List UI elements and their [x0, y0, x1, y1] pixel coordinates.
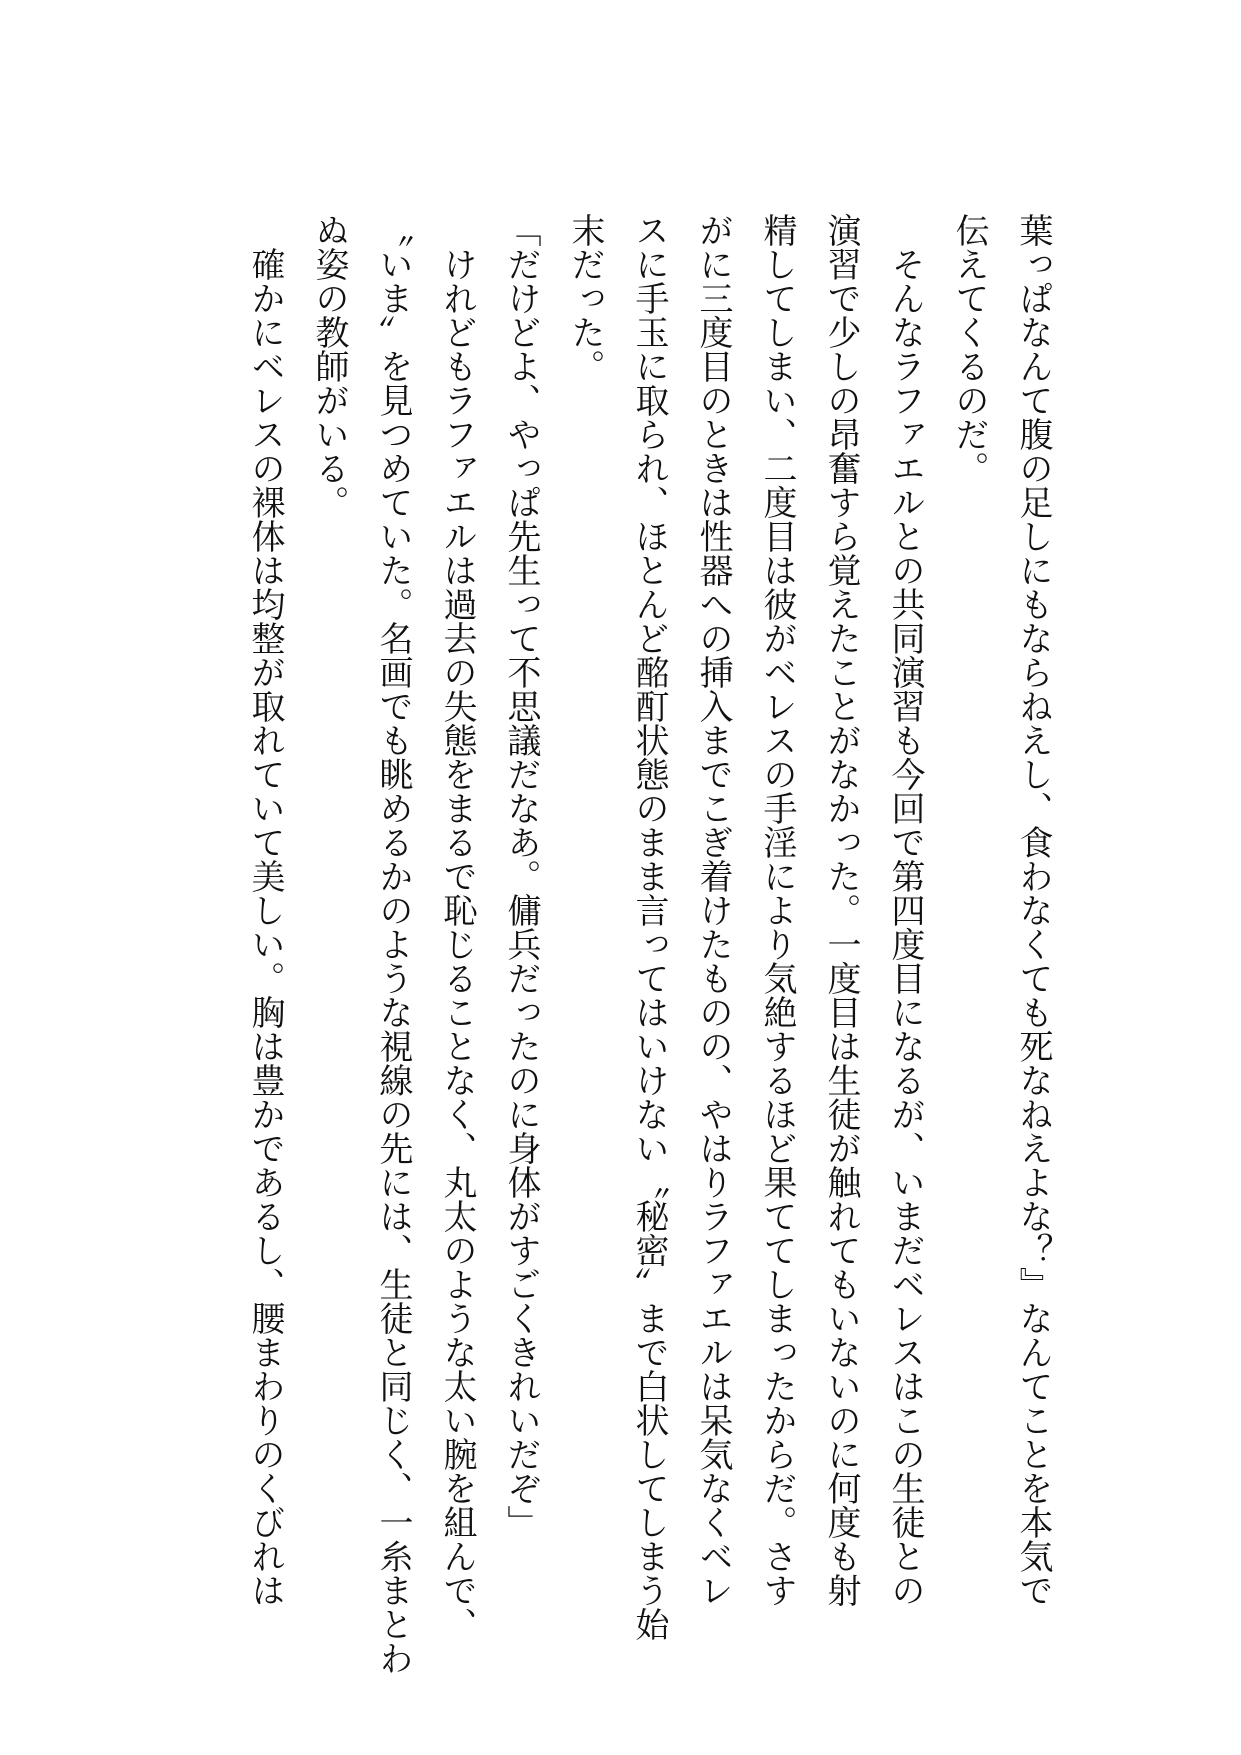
dialogue-line: 「だけどよ、やっぱ先生って不思議だなあ。傭兵だったのに身体がすごくきれいだぞ」: [501, 213, 541, 1539]
text-line: がに三度目のときは性器への挿入までこぎ着けたものの、やはりラファエルは呆気なくベレ: [693, 213, 733, 1607]
text-line: 演習で少しの昂奮すら覚えたことがなかった。一度目は生徒が触れてもいないのに何度も射: [821, 213, 861, 1607]
text-line: そんなラファエルとの共同演習も今回で第四度目になるが、いまだベレスはこの生徒との: [885, 213, 925, 1607]
text-line: 伝えてくるのだ。: [949, 213, 989, 485]
text-line: 葉っぱなんて腹の足しにもならねえし、食わなくても死なねえよな？』なんてことを本気で: [1013, 213, 1053, 1607]
text-line: けれどもラファエルは過去の失態をまるで恥じることなく、丸太のような太い腕を組んで、: [437, 213, 477, 1641]
text-line: 末だった。: [565, 213, 605, 383]
text-line: 精してしまい、二度目は彼がベレスの手淫により気絶するほど果ててしまったからだ。さす: [757, 213, 797, 1607]
text-line: 〝いま〟を見つめていた。名画でも眺めるかのような視線の先には、生徒と同じく、一糸まとわ: [373, 213, 413, 1675]
text-line: ぬ姿の教師がいる。: [309, 213, 349, 519]
text-line: スに手玉に取られ、ほとんど酩酊状態のまま言ってはいけない〝秘密〟まで白状してしまう始: [629, 213, 669, 1641]
text-line: 確かにベレスの裸体は均整が取れていて美しい。胸は豊かであるし、腰まわりのくびれは: [245, 213, 285, 1607]
